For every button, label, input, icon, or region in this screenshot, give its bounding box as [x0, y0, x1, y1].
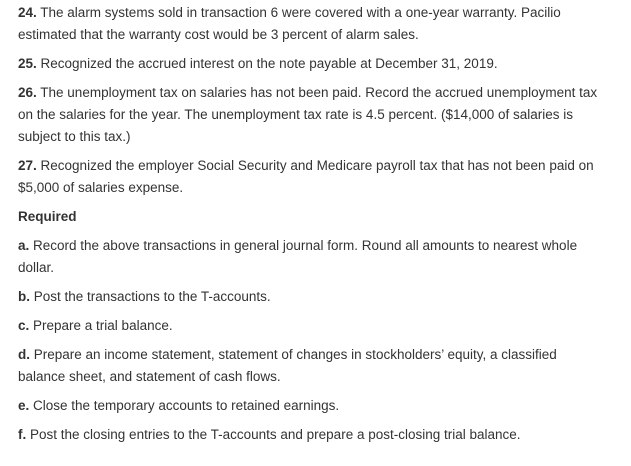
item-25-text-1: Recognized the accrued interest on the note payable at December 31, 2019. — [36, 56, 498, 71]
requirement-f — [18, 424, 621, 446]
item-25-line-1 — [18, 53, 621, 75]
requirement-d-line-1 — [18, 344, 621, 366]
requirement-f-letter: f. — [18, 427, 27, 442]
requirement-d-letter: d. — [18, 347, 30, 362]
item-24-number: 24. — [18, 5, 37, 20]
item-24-line-1 — [18, 2, 621, 24]
item-24 — [18, 2, 621, 46]
item-24-text-1: The alarm systems sold in transaction 6 were covered with a one-year warranty. Pacilio — [36, 5, 561, 20]
item-27-line-1 — [18, 155, 621, 177]
requirement-b-letter: b. — [18, 289, 30, 304]
required-heading: Required — [18, 209, 77, 224]
requirement-a-line-1 — [18, 235, 621, 257]
item-27-text-1: Recognized the employer Social Security and Medicare payroll tax that has not been paid on — [36, 158, 594, 173]
requirement-f-text-1: Post the closing entries to the T-accounts and prepare a post-closing trial balance. — [26, 427, 521, 442]
requirement-c — [18, 315, 621, 337]
requirement-e — [18, 395, 621, 417]
requirement-a — [18, 235, 621, 279]
item-26-text-1: The unemployment tax on salaries has not been paid. Record the accrued unemployment tax — [36, 85, 598, 100]
item-27 — [18, 155, 621, 199]
item-26-text-2: on the salaries for the year. The unemployment tax rate is 4.5 percent. ($14,000 of salaries is — [18, 107, 574, 122]
requirement-d-text-1: Prepare an income statement, statement of changes in stockholders’ equity, a classified — [30, 347, 557, 362]
item-26-line-1 — [18, 82, 621, 104]
requirement-b — [18, 286, 621, 308]
item-25 — [18, 53, 621, 75]
requirement-e-line-1 — [18, 395, 621, 417]
requirement-f-line-1 — [18, 424, 621, 446]
requirement-d — [18, 344, 621, 388]
item-26-number: 26. — [18, 85, 37, 100]
requirement-c-line-1 — [18, 315, 621, 337]
item-24-text-2: estimated that the warranty cost would be 3 percent of alarm sales. — [18, 27, 419, 42]
requirement-c-text-1: Prepare a trial balance. — [29, 318, 173, 333]
item-27-number: 27. — [18, 158, 37, 173]
requirement-b-line-1 — [18, 286, 621, 308]
requirement-d-text-2: balance sheet, and statement of cash flows. — [18, 369, 281, 384]
requirement-c-letter: c. — [18, 318, 30, 333]
item-26-text-3: subject to this tax.) — [18, 129, 131, 144]
item-27-text-2: $5,000 of salaries expense. — [18, 180, 184, 195]
requirement-e-letter: e. — [18, 398, 30, 413]
requirement-a-letter: a. — [18, 238, 30, 253]
item-26 — [18, 82, 621, 148]
requirement-e-text-1: Close the temporary accounts to retained earnings. — [29, 398, 340, 413]
requirement-a-text-1: Record the above transactions in general journal form. Round all amounts to nearest whole — [29, 238, 578, 253]
requirement-b-text-1: Post the transactions to the T-accounts. — [30, 289, 271, 304]
requirement-a-text-2: dollar. — [18, 260, 55, 275]
item-25-number: 25. — [18, 56, 37, 71]
